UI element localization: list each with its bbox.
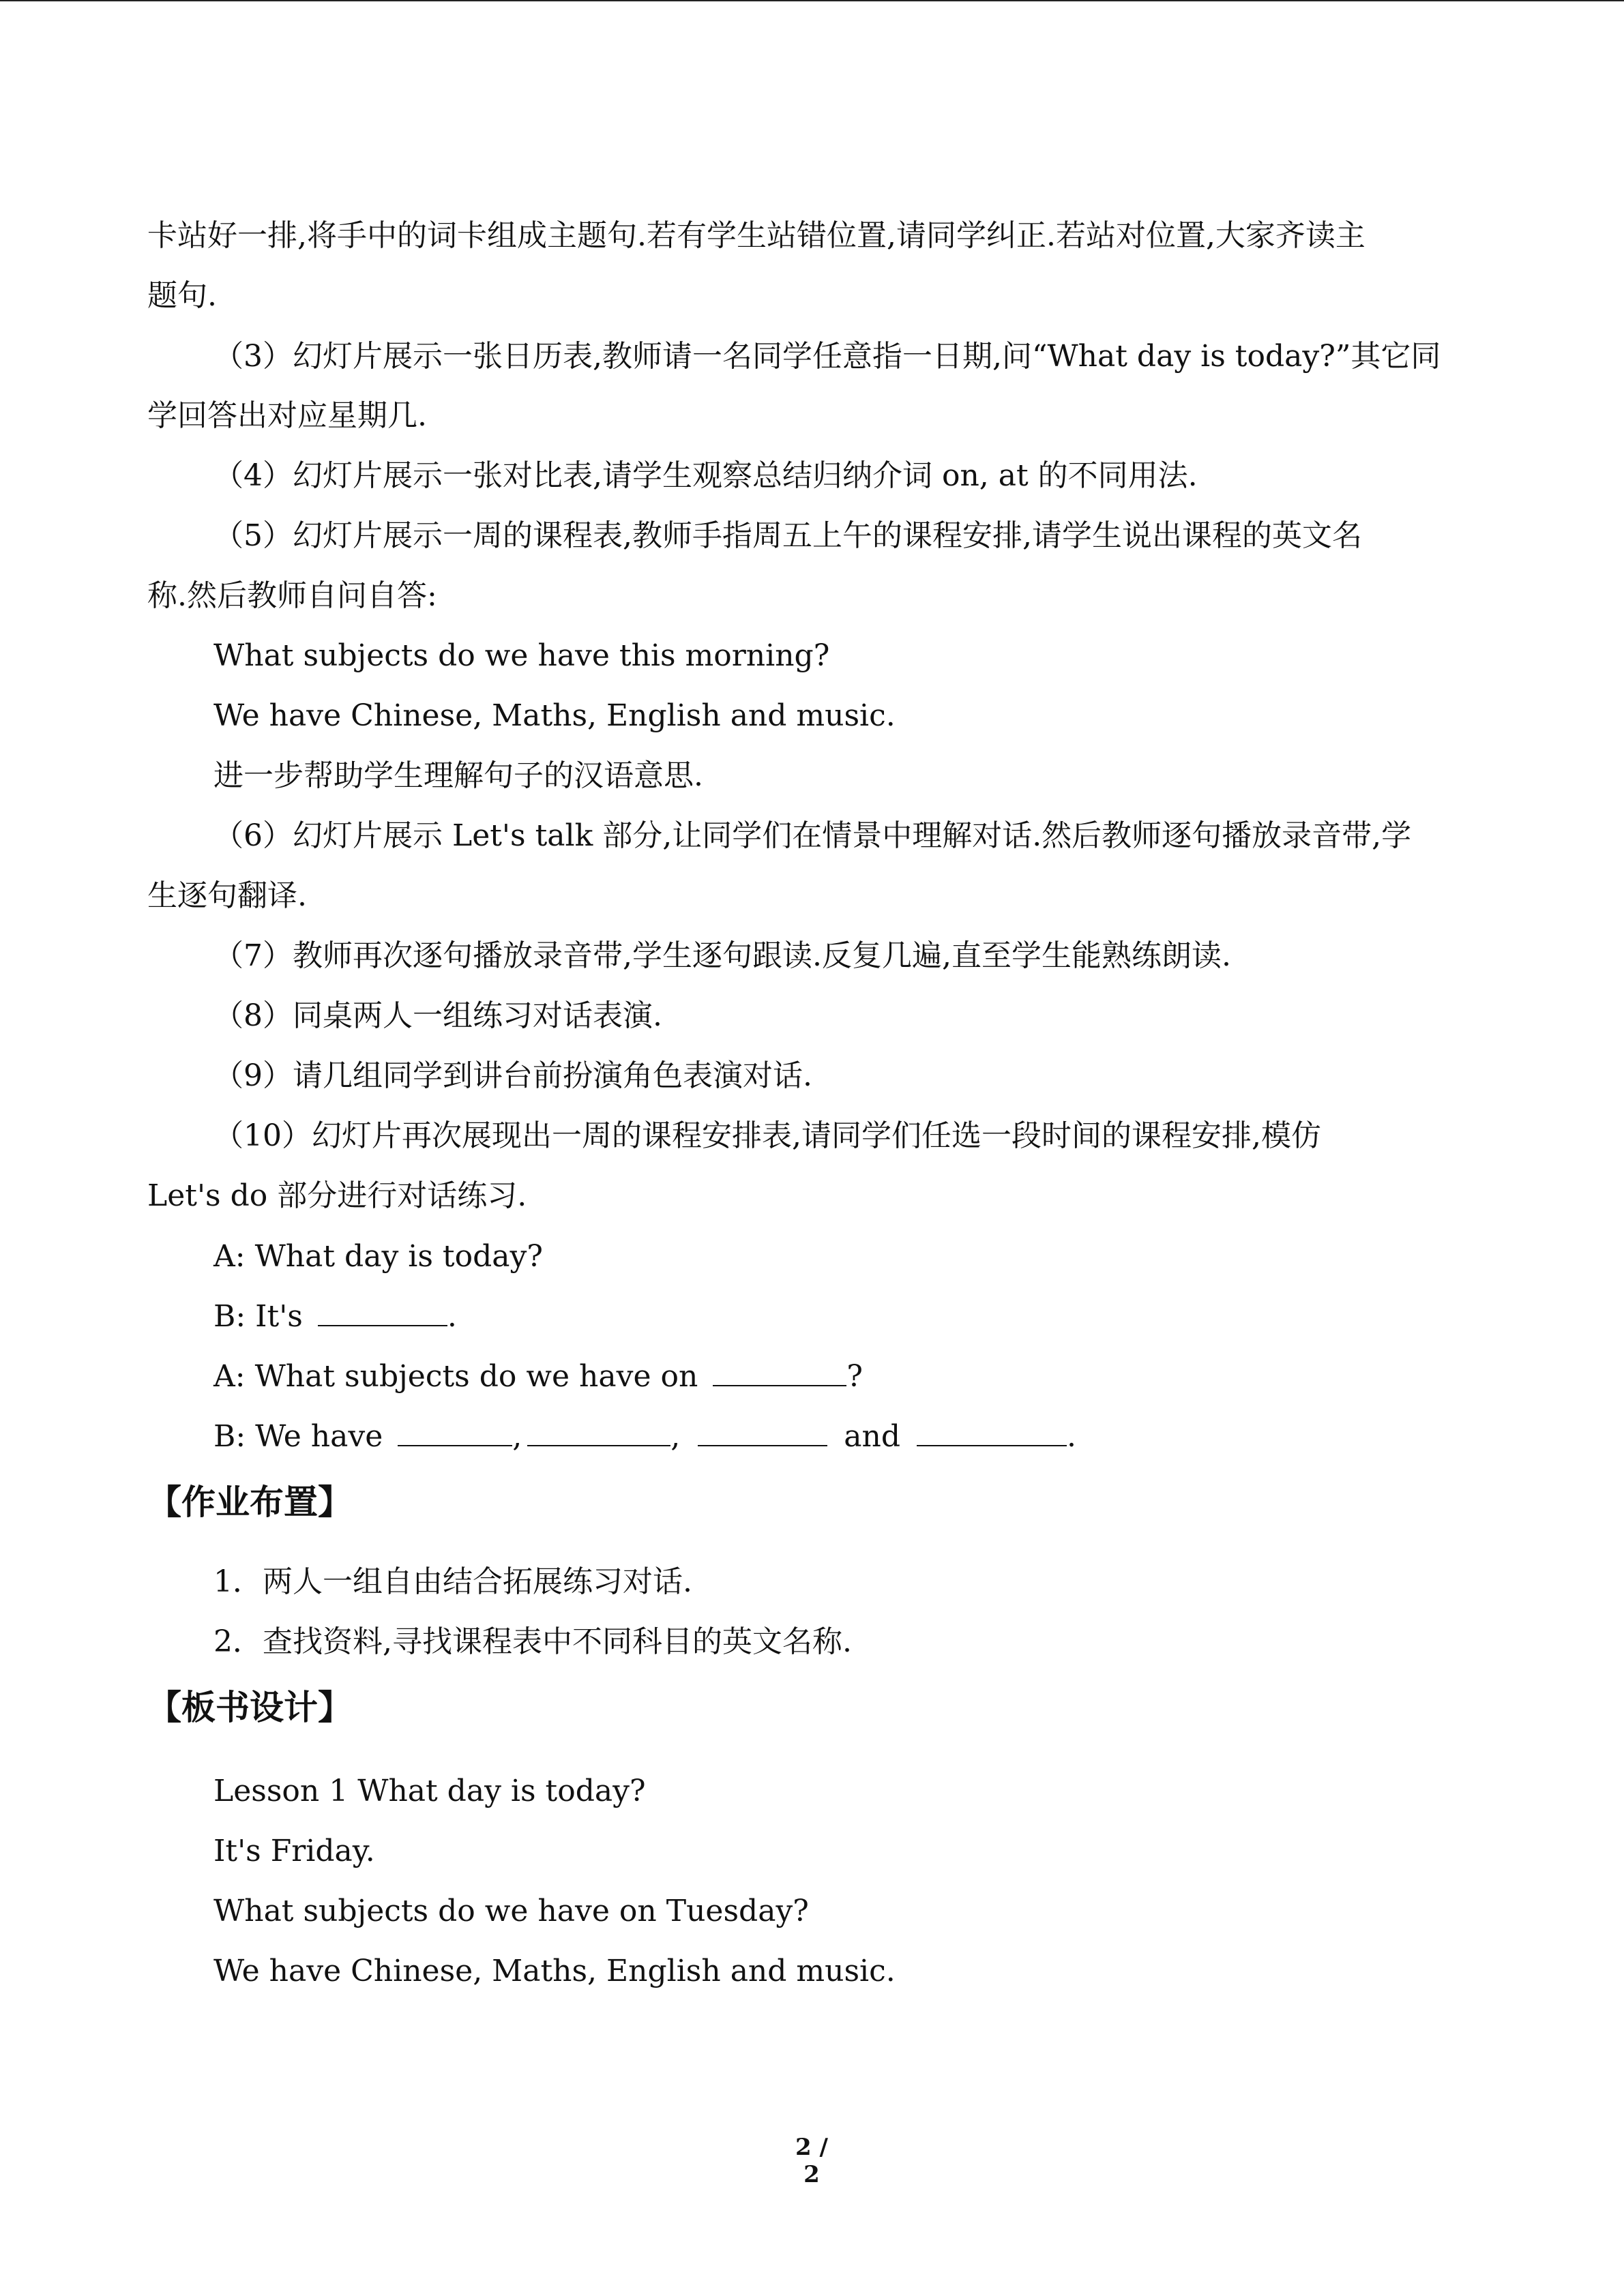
paragraph-line: 进一步帮助学生理解句子的汉语意思.: [213, 758, 703, 793]
step-7-line: （7）教师再次逐句播放录音带,学生逐句跟读.反复几遍,直至学生能熟练朗读.: [213, 938, 1231, 973]
example-sentence: We have Chinese, Maths, English and music.: [213, 698, 896, 733]
dialogue-text: ,: [670, 1419, 681, 1454]
dialogue-text: A: What subjects do we have on: [213, 1359, 698, 1394]
dialogue-text: .: [1067, 1419, 1077, 1454]
answer-blank: [318, 1298, 447, 1326]
dialogue-text: and: [844, 1419, 901, 1454]
dialogue-text: B: We have: [213, 1419, 383, 1454]
answer-blank: [398, 1418, 512, 1446]
board-line: What subjects do we have on Tuesday?: [213, 1894, 809, 1928]
board-design-heading: 【板书设计】: [147, 1688, 352, 1727]
board-line: We have Chinese, Maths, English and music.: [213, 1954, 896, 1988]
step-10-line: （10）幻灯片再次展现出一周的课程安排表,请同学们任选一段时间的课程安排,模仿: [213, 1118, 1321, 1153]
paragraph-line: 题句.: [147, 278, 217, 313]
homework-item: 1．两人一组自由结合拓展练习对话.: [213, 1564, 692, 1599]
board-line: It's Friday.: [213, 1834, 375, 1868]
dialogue-text: B: It's: [213, 1299, 303, 1334]
paragraph-line: 生逐句翻译.: [147, 878, 307, 913]
answer-blank: [713, 1358, 846, 1386]
step-4-line: （4）幻灯片展示一张对比表,请学生观察总结归纳介词 on, at 的不同用法.: [213, 458, 1198, 493]
answer-blank: [917, 1418, 1067, 1446]
step-3-line: （3）幻灯片展示一张日历表,教师请一名同学任意指一日期,问“What day is today?”其它同: [213, 339, 1441, 374]
homework-item: 2．查找资料,寻找课程表中不同科目的英文名称.: [213, 1624, 852, 1659]
step-9-line: （9）请几组同学到讲台前扮演角色表演对话.: [213, 1058, 812, 1093]
example-sentence: What subjects do we have this morning?: [213, 638, 830, 673]
step-6-line: （6）幻灯片展示 Let's talk 部分,让同学们在情景中理解对话.然后教师逐句播放录音带,学: [213, 818, 1412, 853]
answer-blank: [698, 1418, 827, 1446]
dialogue-line-4: [213, 1416, 1076, 1457]
dialogue-line-3: [213, 1356, 863, 1397]
board-line: Lesson 1 What day is today?: [213, 1774, 646, 1808]
dialogue-text: ,: [512, 1419, 522, 1454]
paragraph-line: 称.然后教师自问自答:: [147, 578, 437, 613]
paragraph-line: 卡站好一排,将手中的词卡组成主题句.若有学生站错位置,请同学纠正.若站对位置,大家齐读主: [147, 218, 1365, 253]
dialogue-text: .: [447, 1299, 457, 1334]
step-5-line: （5）幻灯片展示一周的课程表,教师手指周五上午的课程安排,请学生说出课程的英文名: [213, 518, 1362, 553]
answer-blank: [527, 1418, 670, 1446]
paragraph-line: Let's do 部分进行对话练习.: [147, 1178, 527, 1213]
dialogue-line-1: A: What day is today?: [213, 1239, 543, 1274]
paragraph-line: 学回答出对应星期几.: [147, 398, 427, 433]
homework-heading: 【作业布置】: [147, 1482, 352, 1522]
page-number: 2 / 2: [795, 2134, 828, 2188]
step-8-line: （8）同桌两人一组练习对话表演.: [213, 998, 662, 1033]
dialogue-line-2: [213, 1296, 457, 1337]
dialogue-text: ?: [846, 1359, 863, 1394]
